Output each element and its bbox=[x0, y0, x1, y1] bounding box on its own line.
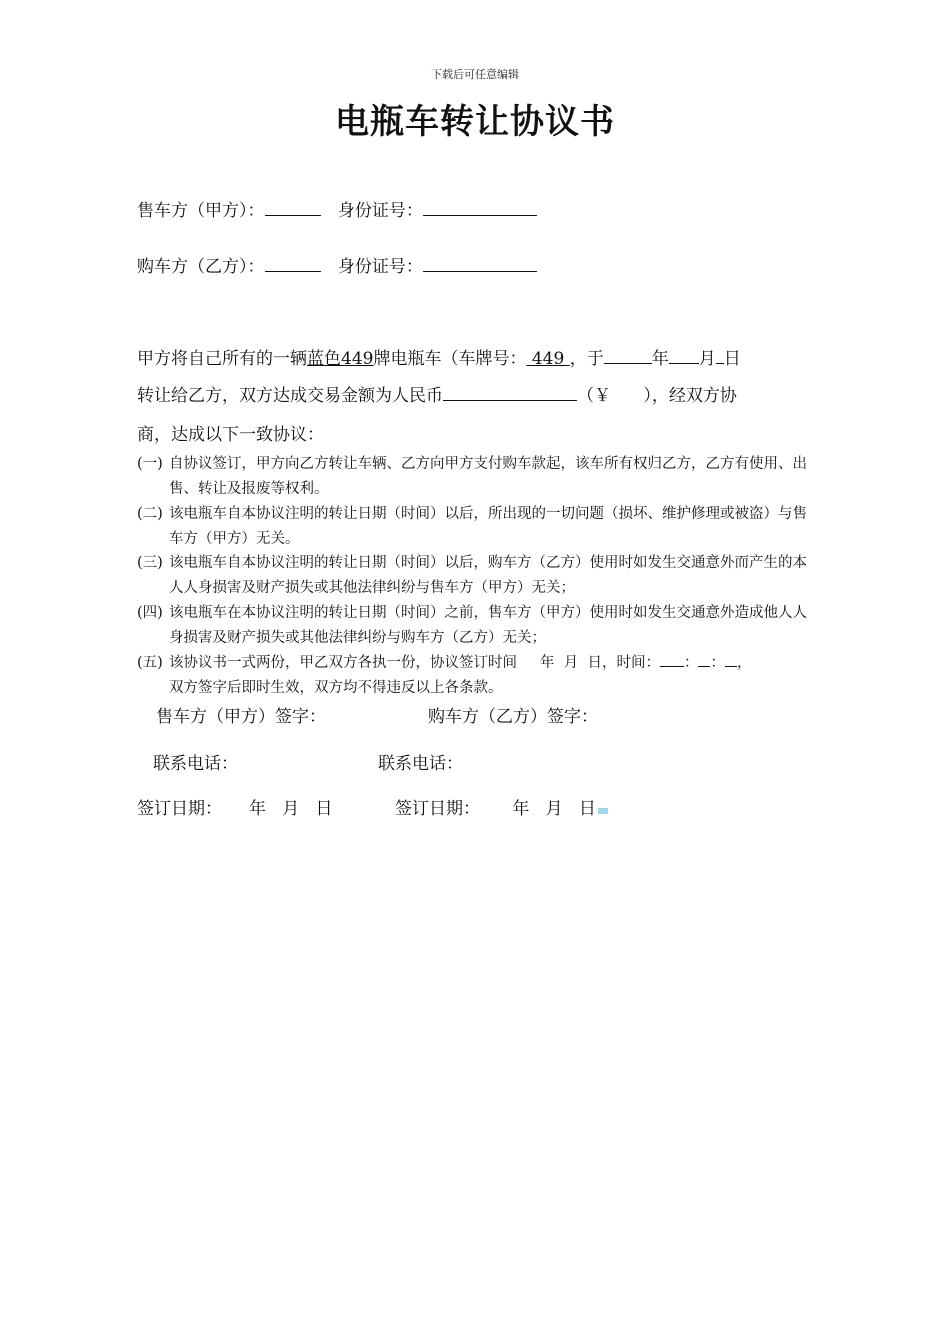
minute-blank bbox=[698, 652, 710, 667]
seller-id-blank bbox=[423, 197, 537, 216]
clause-number: (二) bbox=[137, 506, 163, 522]
seller-phone-label: 联系电话： bbox=[153, 754, 238, 774]
buyer-info-line bbox=[137, 252, 537, 277]
punctuation: ， bbox=[736, 655, 752, 671]
seller-signature-label: 售车方（甲方）签字： bbox=[156, 707, 326, 727]
para-text: 商，达成以下一致协议： bbox=[137, 425, 324, 445]
day-label: 日 bbox=[723, 349, 741, 369]
para-text: （￥ ），经双方协 bbox=[577, 386, 737, 406]
amount-blank bbox=[443, 382, 577, 401]
header-note: 下载后可任意编辑 bbox=[431, 68, 519, 81]
clause-5 bbox=[137, 651, 817, 701]
buyer-signature-label: 购车方（乙方）签字： bbox=[428, 707, 598, 727]
para-text: ，于 bbox=[569, 349, 604, 369]
month-blank bbox=[669, 345, 699, 364]
buyer-id-label: 身份证号： bbox=[337, 257, 423, 277]
buyer-date-line bbox=[395, 794, 608, 819]
buyer-phone-label: 联系电话： bbox=[378, 754, 463, 774]
buyer-label: 购车方（乙方）： bbox=[137, 257, 265, 277]
year-label: 年 bbox=[651, 349, 669, 369]
buyer-date-label: 签订日期： 年 月 日 bbox=[395, 799, 596, 819]
transfer-paragraph-line3 bbox=[137, 420, 324, 445]
clause-text: 该电瓶车自本协议注明的转让日期（时间）以后，购车方（乙方）使用时如发生交通意外而产生的本人人身损害及财产损失或其他法律纠纷与售车方（甲方）无关； bbox=[169, 555, 807, 596]
clause-text: 该电瓶车在本协议注明的转让日期（时间）之前，售车方（甲方）使用时如发生交通意外造成他人人身损害及财产损失或其他法律纠纷与购车方（乙方）无关； bbox=[169, 605, 807, 646]
day-blank bbox=[716, 345, 724, 364]
clause-3 bbox=[137, 551, 817, 601]
seller-date-label: 签订日期： 年 月 日 bbox=[137, 799, 333, 819]
para-text: 甲方将自己所有的一辆 bbox=[137, 349, 307, 369]
para-text: 牌电瓶车（车牌号： bbox=[373, 349, 527, 369]
clause-text-part: 双方签字后即时生效，双方均不得违反以上各条款。 bbox=[169, 680, 503, 696]
seller-label: 售车方（甲方）： bbox=[137, 201, 265, 221]
clause-number: (三) bbox=[137, 555, 163, 571]
document-title: 电瓶车转让协议书 bbox=[335, 102, 615, 142]
seller-name-blank bbox=[265, 197, 321, 216]
hour-blank bbox=[660, 652, 684, 667]
clause-text: 该电瓶车自本协议注明的转让日期（时间）以后，所出现的一切问题（损坏、维护修理或被盗）与售车方（甲方）无关。 bbox=[169, 506, 807, 547]
clause-number: (五) bbox=[137, 655, 163, 671]
cursor-marker bbox=[598, 808, 608, 814]
vehicle-color: 蓝色 bbox=[307, 349, 341, 369]
clause-text: 自协议签订，甲方向乙方转让车辆、乙方向甲方支付购车款起，该车所有权归乙方，乙方有使用、出售、转让及报废等权利。 bbox=[169, 456, 807, 497]
year-blank bbox=[604, 345, 652, 364]
second-blank bbox=[725, 652, 737, 667]
clause-text bbox=[137, 651, 817, 701]
transfer-paragraph-line2 bbox=[137, 381, 737, 406]
buyer-id-blank bbox=[423, 253, 537, 272]
clause-1 bbox=[137, 452, 817, 502]
vehicle-brand: 449 bbox=[341, 349, 374, 369]
clause-4 bbox=[137, 601, 817, 651]
transfer-paragraph-line1 bbox=[137, 344, 741, 369]
seller-id-label: 身份证号： bbox=[337, 201, 423, 221]
clause-text-part: 该协议书一式两份，甲乙双方各执一份，协议签订时间 年 月 日，时间： bbox=[169, 655, 660, 671]
month-label: 月 bbox=[698, 349, 716, 369]
buyer-name-blank bbox=[265, 253, 321, 272]
plate-number: 449 bbox=[526, 349, 570, 369]
para-text: 转让给乙方，双方达成交易金额为人民币 bbox=[137, 386, 443, 406]
clause-2 bbox=[137, 502, 817, 552]
time-separator: ： bbox=[683, 655, 699, 671]
time-separator: ： bbox=[710, 655, 725, 671]
clause-number: (一) bbox=[137, 456, 163, 472]
clause-number: (四) bbox=[137, 605, 163, 621]
seller-info-line bbox=[137, 196, 537, 221]
